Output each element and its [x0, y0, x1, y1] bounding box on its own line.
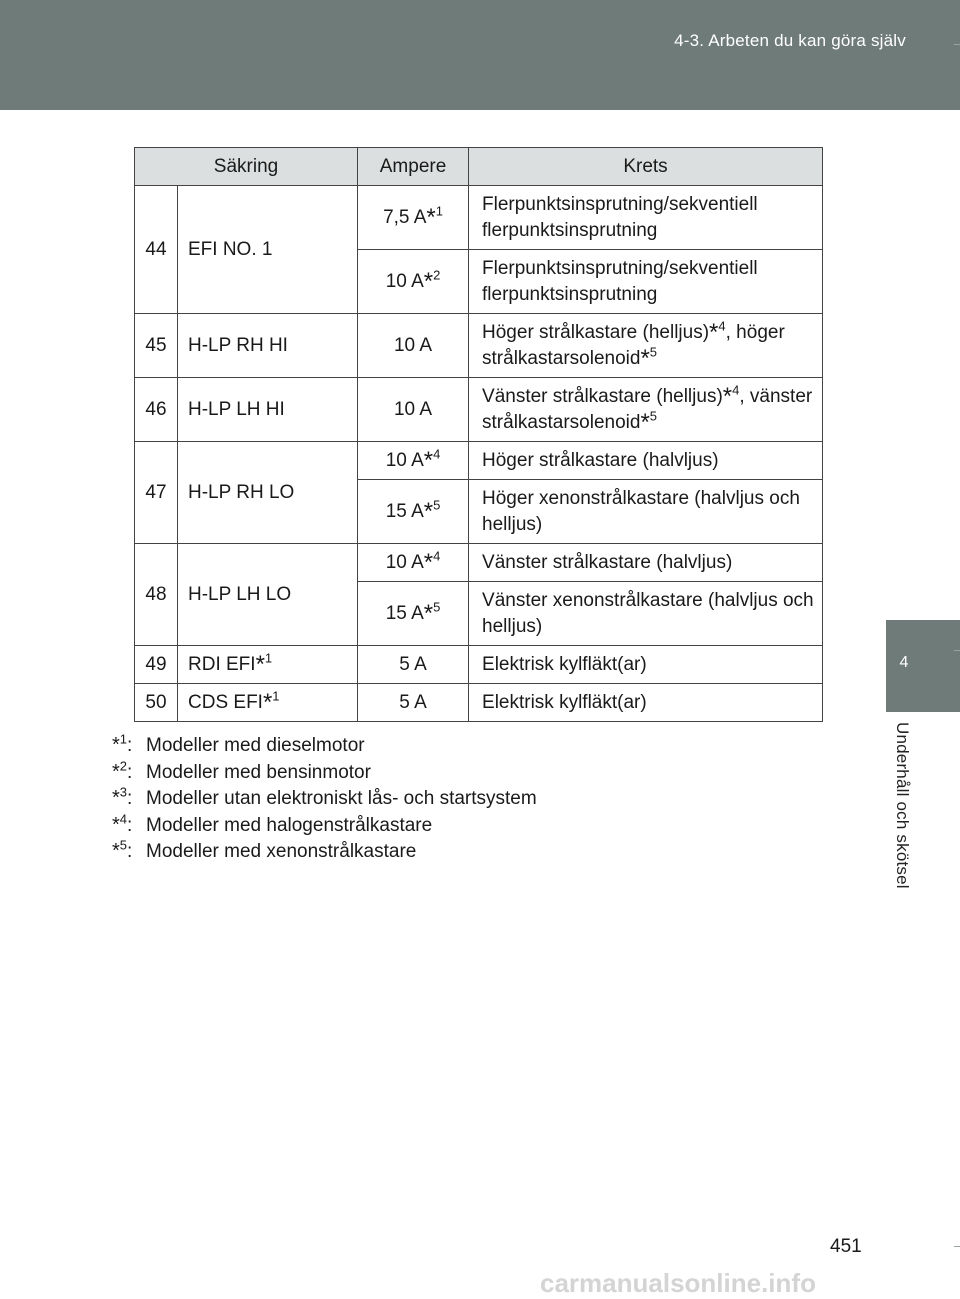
column-header-ampere: Ampere: [358, 148, 469, 186]
fuse-circuit: Elektrisk kylfläkt(ar): [469, 646, 823, 684]
page-number: 451: [830, 1236, 862, 1257]
fuse-ampere: 5 A: [358, 646, 469, 684]
table-row: [135, 646, 823, 684]
fuse-number: 46: [135, 378, 178, 442]
fuse-circuit: Vänster strålkastare (halvljus): [469, 544, 823, 582]
fuse-ampere: 10 A: [358, 378, 469, 442]
footer-tick: [954, 1246, 960, 1247]
footnote: *$^4$: Modeller med halogenstrålkastare: [112, 811, 433, 836]
fuse-name: H-LP RH HI: [178, 314, 358, 378]
fuse-ampere: 10 A*$^4$: [358, 544, 469, 582]
fuse-circuit: Höger strålkastare (halvljus): [469, 442, 823, 480]
footnote: *$^2$: Modeller med bensinmotor: [112, 758, 371, 783]
fuse-circuit: Vänster xenonstrålkastare (halvljus och helljus): [469, 582, 823, 646]
table-row: [135, 442, 823, 480]
fuse-number: 44: [135, 186, 178, 314]
fuse-ampere: 15 A*$^5$: [358, 582, 469, 646]
fuse-table: [134, 147, 823, 722]
fuse-name: H-LP LH HI: [178, 378, 358, 442]
column-header-fuse: Säkring: [135, 148, 358, 186]
fuse-circuit: Flerpunktsinsprutning/sekventiell flerpunktsinsprutning: [469, 186, 823, 250]
chapter-label: Underhåll och skötsel: [893, 722, 912, 889]
table-row: [135, 544, 823, 582]
page-header: [0, 0, 960, 110]
fuse-number: 49: [135, 646, 178, 684]
footnote: *$^5$: Modeller med xenonstrålkastare: [112, 837, 417, 862]
fuse-number: 48: [135, 544, 178, 646]
table-row: [135, 684, 823, 722]
chapter-number: 4: [899, 654, 909, 671]
fuse-ampere: 10 A*$^4$: [358, 442, 469, 480]
fuse-number: 45: [135, 314, 178, 378]
section-title: 4-3. Arbeten du kan göra själv: [674, 31, 906, 50]
fuse-circuit: Elektrisk kylfläkt(ar): [469, 684, 823, 722]
footnote: *$^1$: Modeller med dieselmotor: [112, 731, 365, 756]
footnote: *$^3$: Modeller utan elektroniskt lås- och startsystem: [112, 784, 537, 809]
chapter-tab: [886, 620, 960, 712]
footnotes: [112, 733, 537, 866]
watermark: carmanualsonline.info: [540, 1268, 816, 1298]
fuse-name: H-LP LH LO: [178, 544, 358, 646]
table-row: [135, 378, 823, 442]
fuse-ampere: 7,5 A*$^1$: [358, 186, 469, 250]
fuse-name: EFI NO. 1: [178, 186, 358, 314]
fuse-number: 50: [135, 684, 178, 722]
column-header-circuit: Krets: [469, 148, 823, 186]
fuse-name: H-LP RH LO: [178, 442, 358, 544]
fuse-circuit: Flerpunktsinsprutning/sekventiell flerpunktsinsprutning: [469, 250, 823, 314]
table-row: [135, 314, 823, 378]
table-row: [135, 186, 823, 250]
table-header-row: [135, 148, 823, 186]
fuse-ampere: 15 A*$^5$: [358, 480, 469, 544]
header-corner-tick: [954, 44, 960, 45]
fuse-name: CDS EFI*$^1$: [178, 684, 358, 722]
fuse-ampere: 10 A*$^2$: [358, 250, 469, 314]
fuse-ampere: 5 A: [358, 684, 469, 722]
fuse-number: 47: [135, 442, 178, 544]
fuse-name: RDI EFI*$^1$: [178, 646, 358, 684]
fuse-ampere: 10 A: [358, 314, 469, 378]
fuse-circuit: Vänster strålkastare (helljus)*$^4$, vänster strålkastarsolenoid*$^5$: [469, 378, 823, 442]
fuse-circuit: Höger xenonstrålkastare (halvljus och helljus): [469, 480, 823, 544]
tab-tick-top: [954, 650, 960, 651]
fuse-circuit: Höger strålkastare (helljus)*$^4$, höger strålkastarsolenoid*$^5$: [469, 314, 823, 378]
